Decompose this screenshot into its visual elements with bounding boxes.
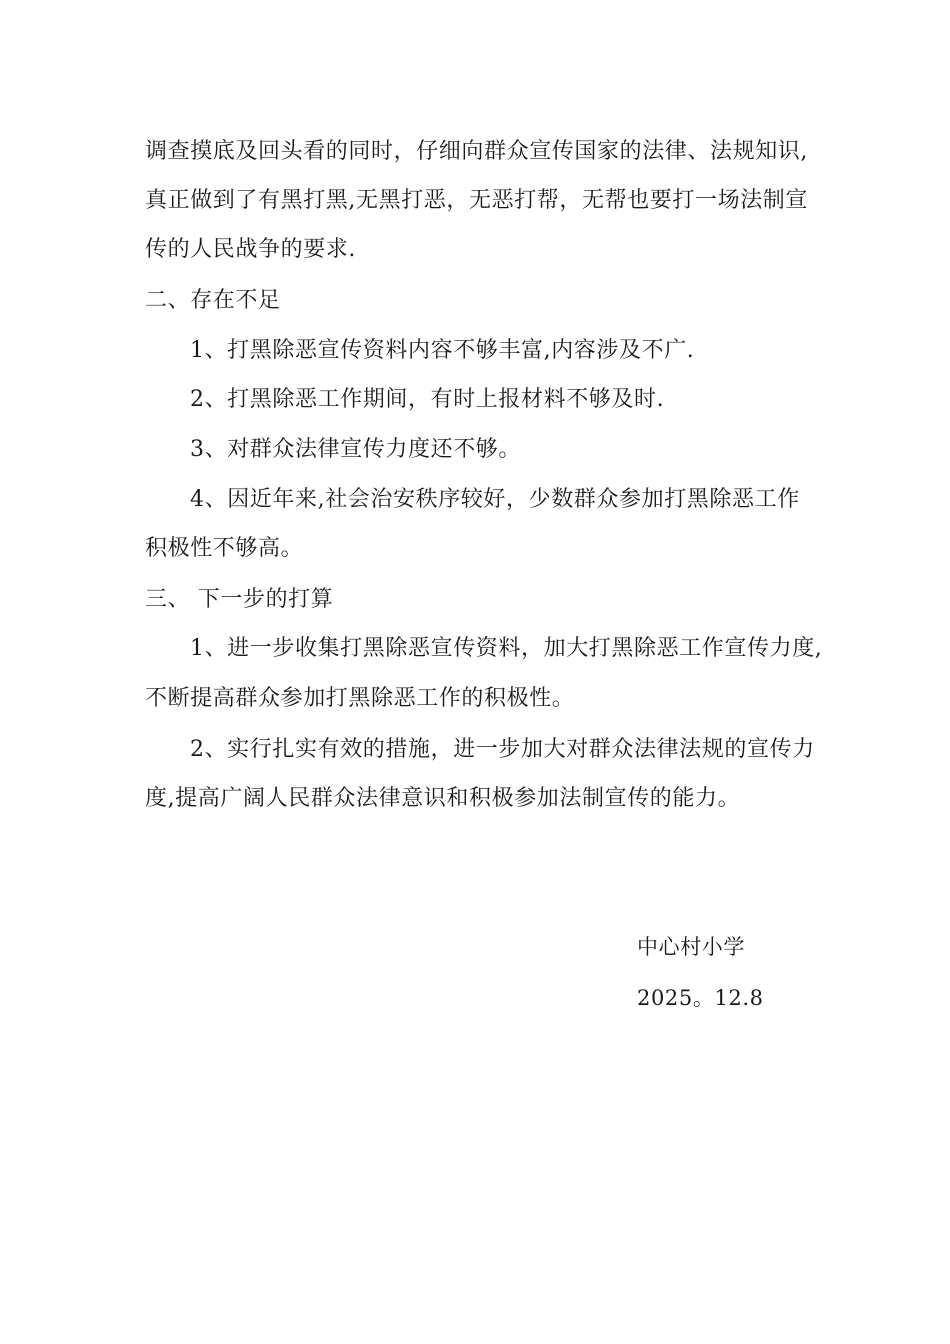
section-3-item-1-line-2: 不断提高群众参加打黑除恶工作的积极性。 (145, 686, 575, 711)
section-2-heading: 二、存在不足 (145, 288, 281, 313)
section-2-item-2: 2、打黑除恶工作期间，有时上报材料不够及时. (190, 387, 665, 412)
section-3-heading: 三、 下一步的打算 (145, 587, 334, 612)
section-2-item-3: 3、对群众法律宣传力度还不够。 (190, 437, 521, 462)
signature-date: 2025。12.8 (637, 986, 764, 1010)
section-2-item-4-line-2: 积极性不够高。 (145, 536, 304, 561)
section-3-item-2-line-2: 度,提高广阔人民群众法律意识和积极参加法制宣传的能力。 (145, 786, 741, 811)
section-3-item-1-line-1: 1、进一步收集打黑除恶宣传资料，加大打黑除恶工作宣传力度, (190, 636, 823, 661)
intro-line-2: 真正做到了有黑打黑,无黑打恶，无恶打帮，无帮也要打一场法制宣 (145, 188, 808, 213)
intro-line-3: 传的人民战争的要求. (145, 237, 356, 262)
section-2-item-1: 1、打黑除恶宣传资料内容不够丰富,内容涉及不广. (190, 338, 695, 363)
section-2-item-4-line-1: 4、因近年来,社会治安秩序较好，少数群众参加打黑除恶工作 (190, 487, 800, 512)
signature-organization: 中心村小学 (637, 935, 745, 959)
section-3-item-2-line-1: 2、实行扎实有效的措施，进一步加大对群众法律法规的宣传力 (190, 737, 815, 762)
intro-line-1: 调查摸底及回头看的同时，仔细向群众宣传国家的法律、法规知识, (145, 139, 808, 164)
